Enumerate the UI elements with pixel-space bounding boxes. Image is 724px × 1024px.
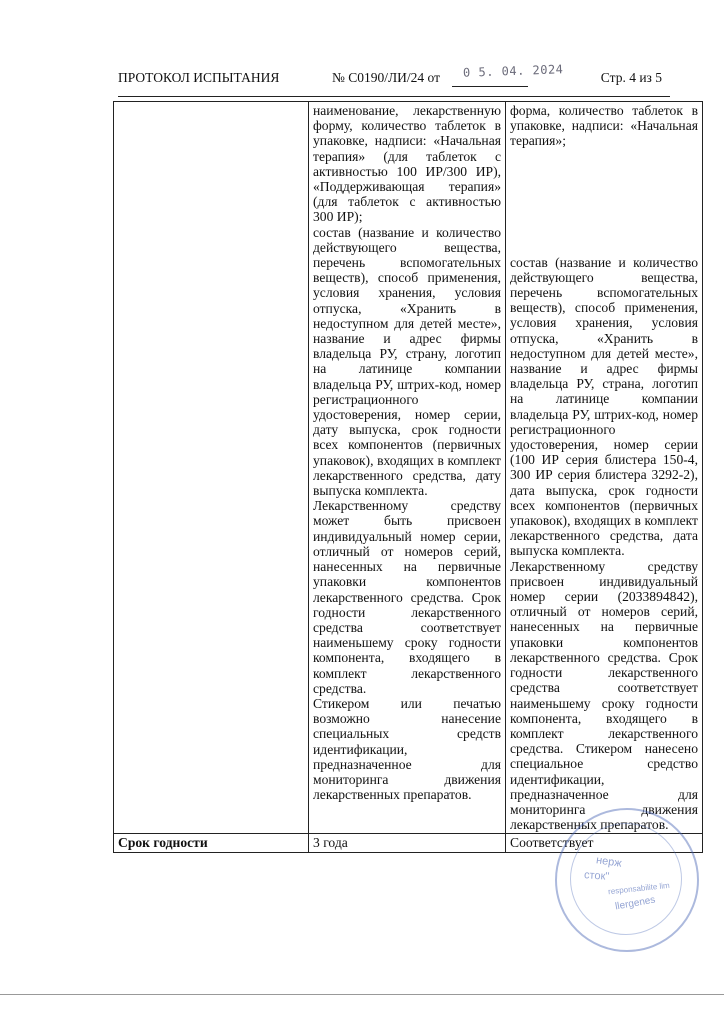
requirement-cell: [309, 102, 506, 834]
seal-text: сток": [583, 869, 610, 883]
seal-text: нерж: [595, 854, 623, 870]
requirement-paragraph: наименование, лекарственную форму, количество таблеток в упаковке, надписи: «Начальная терапия» (для таблеток с активностью 100 ИР/300 ИР), «Поддерживающая терапия» (для таблеток с активностью 300 ИР);: [313, 103, 501, 225]
date-underline: [452, 86, 528, 87]
page-counter: Стр. 4 из 5: [600, 70, 662, 85]
result-paragraph: Лекарственному средству присвоен индивидуальный номер серии (2033894842), отличный от номеров серий, нанесенных на первичные упаковки компонентов лекарственного средства. Срок годности лекарственного средства соответствует наименьшему сроку годности компонента, входящего в комплект лекарственного средства. Стикером нанесено специальное средство идентификации, предназначенное для мониторинга движения лекарственных препаратов.: [510, 558, 698, 833]
page-header: [118, 62, 662, 88]
date-stamp: 0 5. 04. 2024: [462, 62, 564, 80]
requirement-paragraph: Стикером или печатью возможно нанесение специальных средств идентификации, предназначенное для мониторинга движения лекарственных препаратов.: [313, 695, 501, 803]
protocol-number: [332, 70, 440, 86]
parameter-cell: [114, 102, 309, 834]
test-results-table: [113, 101, 703, 853]
result-paragraph: форма, количество таблеток в упаковке, надписи: «Начальная терапия»;: [510, 103, 698, 149]
shelf-life-requirement: 3 года: [309, 834, 506, 852]
header-rule: [118, 96, 670, 97]
protocol-title: ПРОТОКОЛ ИСПЫТАНИЯ: [118, 70, 280, 85]
protocol-number-label: № С0190/ЛИ/24 от: [332, 70, 441, 85]
table-row: [114, 102, 703, 834]
requirement-paragraph: Лекарственному средству может быть присвоен индивидуальный номер серии, отличный от номеров серий, нанесенных на первичные упаковки компонентов лекарственного средства. Срок годности лекарственного средства соответствует наименьшему сроку годности компонента, входящего в комплект лекарственного средства.: [313, 498, 501, 696]
seal-text: llergenes: [614, 894, 657, 913]
requirement-paragraph: состав (название и количество действующего вещества, перечень вспомогательных веществ), способ применения, условия хранения, условия отпуска, «Хранить в недоступном для детей месте», название и адрес фирмы владельца РУ, страну, логотип на латинице компании владельца РУ, штрих-код, номер регистрационного удостоверения, номер серии, дату выпуска, срок годности всех компонентов (первичных упаковок), входящих в комплект лекарственного средства, дату выпуска комплекта.: [313, 224, 501, 499]
result-cell: [506, 102, 703, 834]
result-paragraph: состав (название и количество действующего вещества, перечень вспомогательных веществ), способ применения, условия хранения, условия отпуска, «Хранить в недоступном для детей месте», название и адрес фирмы владельца РУ, страна, логотип на латинице компании владельца РУ, штрих-код, номер регистрационного удостоверения, номер серии (100 ИР серия блистера 150-4, 300 ИР серия блистера 3292-2), дата выпуска, срок годности всех компонентов (первичных упаковок), входящих в комплект лекарственного средства, дата выпуска комплекта.: [510, 254, 698, 559]
shelf-life-label: Срок годности: [114, 834, 309, 852]
scan-edge-line: [0, 994, 724, 995]
seal-text: responsabilite lim: [607, 880, 671, 897]
shelf-life-result: Соответствует: [506, 834, 703, 852]
